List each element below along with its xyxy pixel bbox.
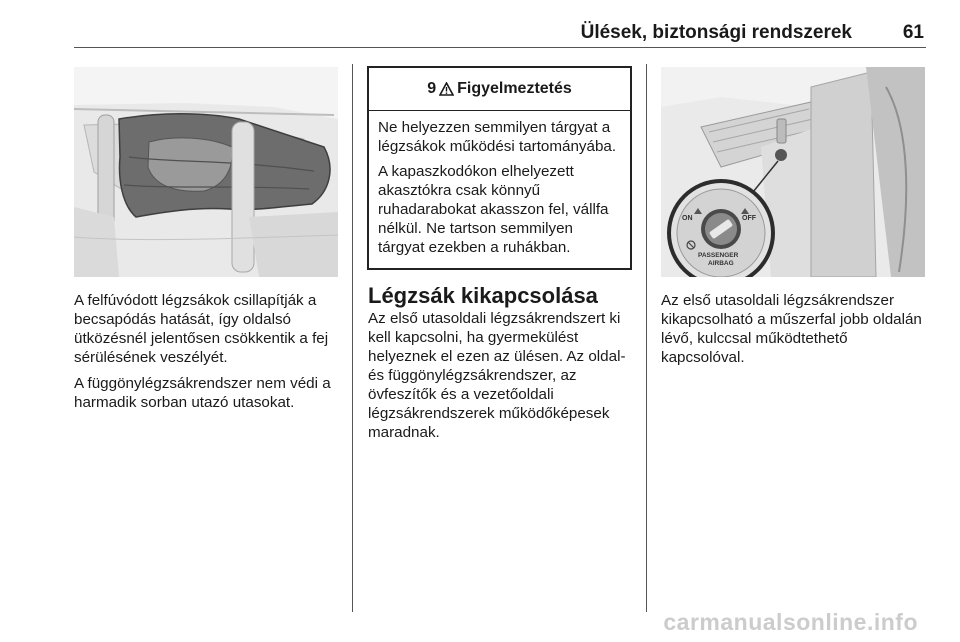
curtain-airbag-illustration <box>74 67 338 277</box>
switch-on-label: ON <box>682 215 693 222</box>
warning-triangle-icon <box>439 82 454 96</box>
right-column-text <box>661 291 931 374</box>
section-title: Ülések, biztonsági rendszerek <box>580 22 852 43</box>
column-divider <box>352 64 353 612</box>
warning-header <box>369 68 630 111</box>
paragraph: A függönylégzsákrendszer nem védi a harmadik sorban utazó utasokat. <box>74 375 331 411</box>
switch-label-airbag: AIRBAG <box>708 260 734 267</box>
section-heading: Légzsák kikapcsolása <box>368 283 598 308</box>
page-number: 61 <box>902 22 924 43</box>
warning-number: 9 <box>427 80 437 97</box>
left-column-text <box>74 291 344 419</box>
paragraph: Az első utasoldali légzsákrendszert ki kell kapcsolni, ha gyermekülést helyeznek el ezen az ülésen. Az oldal- és függönylégzsákrendszer, az övfeszítők és a vezetőoldali légzsákrendszerek működőképesek maradnak. <box>368 310 626 441</box>
warning-title: Figyelmeztetés <box>457 80 572 97</box>
watermark: carmanualsonline.info <box>663 609 918 635</box>
switch-off-label: OFF <box>742 215 756 222</box>
switch-label-passenger: PASSENGER <box>698 252 739 259</box>
warning-paragraph: A kapaszkodókon elhelyezett akasztókra csak könnyű ruhadarabokat akasszon fel, vállfa nélkül. Ne tartson semmilyen tárgyat ezekben a ruhákban. <box>378 163 609 256</box>
warning-body <box>369 111 630 257</box>
column-divider <box>646 64 647 612</box>
paragraph: Az első utasoldali légzsákrendszer kikapcsolható a műszerfal jobb oldalán lévő, kulccsal működtethető kapcsolóval. <box>661 292 922 366</box>
airbag-switch-illustration <box>661 67 925 277</box>
warning-paragraph: Ne helyezzen semmilyen tárgyat a légzsákok működési tartományába. <box>378 119 617 155</box>
warning-box <box>367 66 632 270</box>
middle-column-text <box>368 309 636 449</box>
paragraph: A felfúvódott légzsákok csillapítják a becsapódás hatását, így oldalsó ütközésnél jelentősen csökkentik a fej sérülésének veszélyét. <box>74 292 329 366</box>
header-rule <box>74 47 926 48</box>
